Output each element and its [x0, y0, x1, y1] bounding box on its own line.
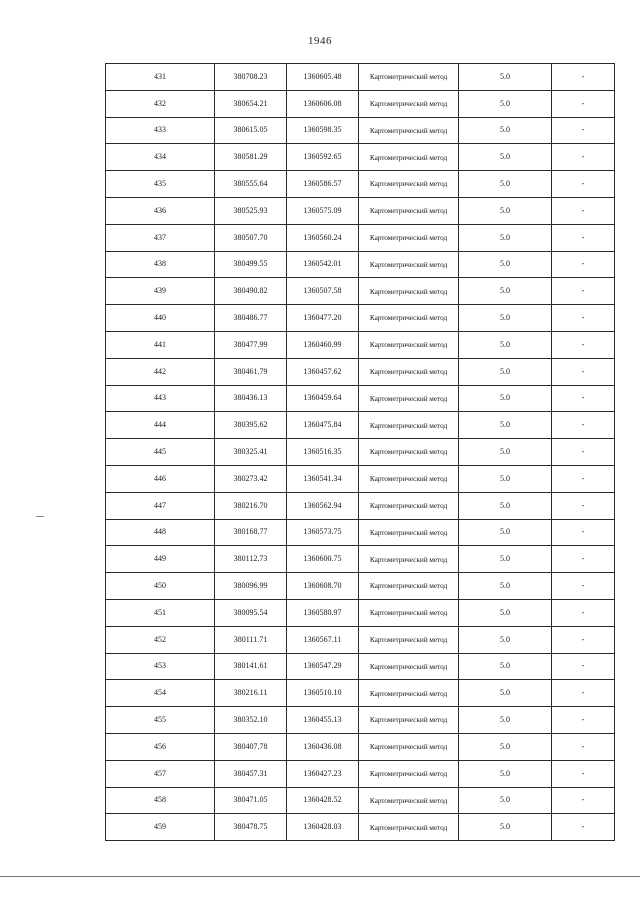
table-row — [106, 358, 615, 385]
accuracy-cell: 5.0 — [459, 787, 552, 814]
method-cell: Картометрический метод — [359, 331, 459, 358]
method-cell: Картометрический метод — [359, 144, 459, 171]
y-coordinate-cell: 1360457.62 — [287, 358, 359, 385]
note-cell: - — [552, 197, 615, 224]
accuracy-cell: 5.0 — [459, 599, 552, 626]
x-coordinate-cell: 380708.23 — [215, 64, 287, 91]
point-number-cell: 454 — [106, 680, 215, 707]
y-coordinate-cell: 1360427.23 — [287, 760, 359, 787]
y-coordinate-cell: 1360459.64 — [287, 385, 359, 412]
note-cell: - — [552, 305, 615, 332]
y-coordinate-cell: 1360436.08 — [287, 733, 359, 760]
y-coordinate-cell: 1360516.35 — [287, 439, 359, 466]
note-cell: - — [552, 358, 615, 385]
x-coordinate-cell: 380555.64 — [215, 171, 287, 198]
note-cell: - — [552, 680, 615, 707]
y-coordinate-cell: 1360580.97 — [287, 599, 359, 626]
y-coordinate-cell: 1360606.08 — [287, 90, 359, 117]
y-coordinate-cell: 1360592.65 — [287, 144, 359, 171]
accuracy-cell: 5.0 — [459, 653, 552, 680]
method-cell: Картометрический метод — [359, 546, 459, 573]
y-coordinate-cell: 1360428.03 — [287, 814, 359, 841]
accuracy-cell: 5.0 — [459, 385, 552, 412]
y-coordinate-cell: 1360507.58 — [287, 278, 359, 305]
point-number-cell: 450 — [106, 573, 215, 600]
y-coordinate-cell: 1360460.99 — [287, 331, 359, 358]
x-coordinate-cell: 380168.77 — [215, 519, 287, 546]
method-cell: Картометрический метод — [359, 680, 459, 707]
y-coordinate-cell: 1360542.01 — [287, 251, 359, 278]
bottom-rule — [0, 876, 640, 877]
table-row — [106, 626, 615, 653]
accuracy-cell: 5.0 — [459, 814, 552, 841]
coordinates-table-body — [106, 64, 615, 841]
x-coordinate-cell: 380095.54 — [215, 599, 287, 626]
x-coordinate-cell: 380395.62 — [215, 412, 287, 439]
accuracy-cell: 5.0 — [459, 90, 552, 117]
accuracy-cell: 5.0 — [459, 251, 552, 278]
method-cell: Картометрический метод — [359, 814, 459, 841]
note-cell: - — [552, 412, 615, 439]
x-coordinate-cell: 380471.05 — [215, 787, 287, 814]
point-number-cell: 455 — [106, 707, 215, 734]
y-coordinate-cell: 1360475.84 — [287, 412, 359, 439]
note-cell: - — [552, 278, 615, 305]
method-cell: Картометрический метод — [359, 492, 459, 519]
point-number-cell: 439 — [106, 278, 215, 305]
note-cell: - — [552, 626, 615, 653]
table-row — [106, 224, 615, 251]
table-row — [106, 465, 615, 492]
point-number-cell: 459 — [106, 814, 215, 841]
method-cell: Картометрический метод — [359, 197, 459, 224]
accuracy-cell: 5.0 — [459, 197, 552, 224]
accuracy-cell: 5.0 — [459, 573, 552, 600]
table-row — [106, 171, 615, 198]
method-cell: Картометрический метод — [359, 90, 459, 117]
x-coordinate-cell: 380111.71 — [215, 626, 287, 653]
x-coordinate-cell: 380436.13 — [215, 385, 287, 412]
accuracy-cell: 5.0 — [459, 64, 552, 91]
y-coordinate-cell: 1360567.11 — [287, 626, 359, 653]
note-cell: - — [552, 465, 615, 492]
point-number-cell: 441 — [106, 331, 215, 358]
point-number-cell: 431 — [106, 64, 215, 91]
y-coordinate-cell: 1360477.20 — [287, 305, 359, 332]
method-cell: Картометрический метод — [359, 653, 459, 680]
method-cell: Картометрический метод — [359, 358, 459, 385]
x-coordinate-cell: 380461.79 — [215, 358, 287, 385]
y-coordinate-cell: 1360600.75 — [287, 546, 359, 573]
y-coordinate-cell: 1360455.13 — [287, 707, 359, 734]
accuracy-cell: 5.0 — [459, 439, 552, 466]
point-number-cell: 440 — [106, 305, 215, 332]
x-coordinate-cell: 380654.21 — [215, 90, 287, 117]
point-number-cell: 449 — [106, 546, 215, 573]
note-cell: - — [552, 787, 615, 814]
accuracy-cell: 5.0 — [459, 305, 552, 332]
table-row — [106, 733, 615, 760]
table-row — [106, 278, 615, 305]
table-row — [106, 385, 615, 412]
note-cell: - — [552, 760, 615, 787]
point-number-cell: 434 — [106, 144, 215, 171]
table-row — [106, 439, 615, 466]
table-row — [106, 305, 615, 332]
point-number-cell: 438 — [106, 251, 215, 278]
method-cell: Картометрический метод — [359, 412, 459, 439]
note-cell: - — [552, 171, 615, 198]
y-coordinate-cell: 1360562.94 — [287, 492, 359, 519]
table-row — [106, 599, 615, 626]
method-cell: Картометрический метод — [359, 707, 459, 734]
point-number-cell: 442 — [106, 358, 215, 385]
point-number-cell: 443 — [106, 385, 215, 412]
accuracy-cell: 5.0 — [459, 760, 552, 787]
point-number-cell: 452 — [106, 626, 215, 653]
method-cell: Картометрический метод — [359, 305, 459, 332]
note-cell: - — [552, 492, 615, 519]
x-coordinate-cell: 380486.77 — [215, 305, 287, 332]
point-number-cell: 458 — [106, 787, 215, 814]
note-cell: - — [552, 224, 615, 251]
x-coordinate-cell: 380112.73 — [215, 546, 287, 573]
x-coordinate-cell: 380407.78 — [215, 733, 287, 760]
y-coordinate-cell: 1360510.10 — [287, 680, 359, 707]
x-coordinate-cell: 380325.41 — [215, 439, 287, 466]
accuracy-cell: 5.0 — [459, 358, 552, 385]
note-cell: - — [552, 439, 615, 466]
x-coordinate-cell: 380216.70 — [215, 492, 287, 519]
table-row — [106, 814, 615, 841]
method-cell: Картометрический метод — [359, 519, 459, 546]
method-cell: Картометрический метод — [359, 385, 459, 412]
x-coordinate-cell: 380507.70 — [215, 224, 287, 251]
accuracy-cell: 5.0 — [459, 707, 552, 734]
table-row — [106, 412, 615, 439]
note-cell: - — [552, 546, 615, 573]
y-coordinate-cell: 1360547.29 — [287, 653, 359, 680]
point-number-cell: 445 — [106, 439, 215, 466]
point-number-cell: 448 — [106, 519, 215, 546]
accuracy-cell: 5.0 — [459, 519, 552, 546]
point-number-cell: 453 — [106, 653, 215, 680]
x-coordinate-cell: 380216.11 — [215, 680, 287, 707]
point-number-cell: 451 — [106, 599, 215, 626]
accuracy-cell: 5.0 — [459, 465, 552, 492]
accuracy-cell: 5.0 — [459, 144, 552, 171]
table-row — [106, 546, 615, 573]
accuracy-cell: 5.0 — [459, 680, 552, 707]
note-cell: - — [552, 814, 615, 841]
table-row — [106, 90, 615, 117]
table-row — [106, 653, 615, 680]
x-coordinate-cell: 380499.55 — [215, 251, 287, 278]
method-cell: Картометрический метод — [359, 64, 459, 91]
x-coordinate-cell: 380615.05 — [215, 117, 287, 144]
note-cell: - — [552, 599, 615, 626]
point-number-cell: 432 — [106, 90, 215, 117]
accuracy-cell: 5.0 — [459, 492, 552, 519]
x-coordinate-cell: 380141.61 — [215, 653, 287, 680]
table-row — [106, 787, 615, 814]
accuracy-cell: 5.0 — [459, 171, 552, 198]
point-number-cell: 437 — [106, 224, 215, 251]
method-cell: Картометрический метод — [359, 573, 459, 600]
y-coordinate-cell: 1360605.48 — [287, 64, 359, 91]
note-cell: - — [552, 653, 615, 680]
note-cell: - — [552, 144, 615, 171]
table-row — [106, 680, 615, 707]
method-cell: Картометрический метод — [359, 251, 459, 278]
x-coordinate-cell: 380096.99 — [215, 573, 287, 600]
method-cell: Картометрический метод — [359, 733, 459, 760]
point-number-cell: 447 — [106, 492, 215, 519]
x-coordinate-cell: 380352.10 — [215, 707, 287, 734]
point-number-cell: 444 — [106, 412, 215, 439]
method-cell: Картометрический метод — [359, 278, 459, 305]
y-coordinate-cell: 1360428.52 — [287, 787, 359, 814]
point-number-cell: 436 — [106, 197, 215, 224]
method-cell: Картометрический метод — [359, 599, 459, 626]
accuracy-cell: 5.0 — [459, 626, 552, 653]
method-cell: Картометрический метод — [359, 626, 459, 653]
scan-mark — [36, 516, 44, 517]
point-number-cell: 446 — [106, 465, 215, 492]
table-row — [106, 144, 615, 171]
table-row — [106, 573, 615, 600]
method-cell: Картометрический метод — [359, 224, 459, 251]
y-coordinate-cell: 1360573.75 — [287, 519, 359, 546]
note-cell: - — [552, 90, 615, 117]
x-coordinate-cell: 380581.29 — [215, 144, 287, 171]
x-coordinate-cell: 380490.82 — [215, 278, 287, 305]
accuracy-cell: 5.0 — [459, 117, 552, 144]
note-cell: - — [552, 64, 615, 91]
point-number-cell: 435 — [106, 171, 215, 198]
point-number-cell: 433 — [106, 117, 215, 144]
table-row — [106, 331, 615, 358]
table-row — [106, 64, 615, 91]
accuracy-cell: 5.0 — [459, 546, 552, 573]
accuracy-cell: 5.0 — [459, 278, 552, 305]
note-cell: - — [552, 117, 615, 144]
point-number-cell: 457 — [106, 760, 215, 787]
table-row — [106, 117, 615, 144]
note-cell: - — [552, 385, 615, 412]
y-coordinate-cell: 1360575.09 — [287, 197, 359, 224]
note-cell: - — [552, 331, 615, 358]
note-cell: - — [552, 733, 615, 760]
note-cell: - — [552, 519, 615, 546]
x-coordinate-cell: 380478.75 — [215, 814, 287, 841]
table-row — [106, 760, 615, 787]
method-cell: Картометрический метод — [359, 117, 459, 144]
table-row — [106, 519, 615, 546]
table-row — [106, 197, 615, 224]
table-row — [106, 707, 615, 734]
accuracy-cell: 5.0 — [459, 733, 552, 760]
method-cell: Картометрический метод — [359, 787, 459, 814]
note-cell: - — [552, 707, 615, 734]
accuracy-cell: 5.0 — [459, 224, 552, 251]
y-coordinate-cell: 1360586.57 — [287, 171, 359, 198]
table-row — [106, 492, 615, 519]
page-number: 1946 — [308, 35, 332, 47]
method-cell: Картометрический метод — [359, 439, 459, 466]
y-coordinate-cell: 1360560.24 — [287, 224, 359, 251]
x-coordinate-cell: 380525.93 — [215, 197, 287, 224]
accuracy-cell: 5.0 — [459, 331, 552, 358]
note-cell: - — [552, 251, 615, 278]
table-row — [106, 251, 615, 278]
y-coordinate-cell: 1360598.35 — [287, 117, 359, 144]
y-coordinate-cell: 1360541.34 — [287, 465, 359, 492]
method-cell: Картометрический метод — [359, 760, 459, 787]
method-cell: Картометрический метод — [359, 465, 459, 492]
x-coordinate-cell: 380273.42 — [215, 465, 287, 492]
method-cell: Картометрический метод — [359, 171, 459, 198]
x-coordinate-cell: 380457.31 — [215, 760, 287, 787]
coordinates-table — [105, 63, 615, 841]
x-coordinate-cell: 380477.99 — [215, 331, 287, 358]
y-coordinate-cell: 1360608.70 — [287, 573, 359, 600]
note-cell: - — [552, 573, 615, 600]
point-number-cell: 456 — [106, 733, 215, 760]
accuracy-cell: 5.0 — [459, 412, 552, 439]
